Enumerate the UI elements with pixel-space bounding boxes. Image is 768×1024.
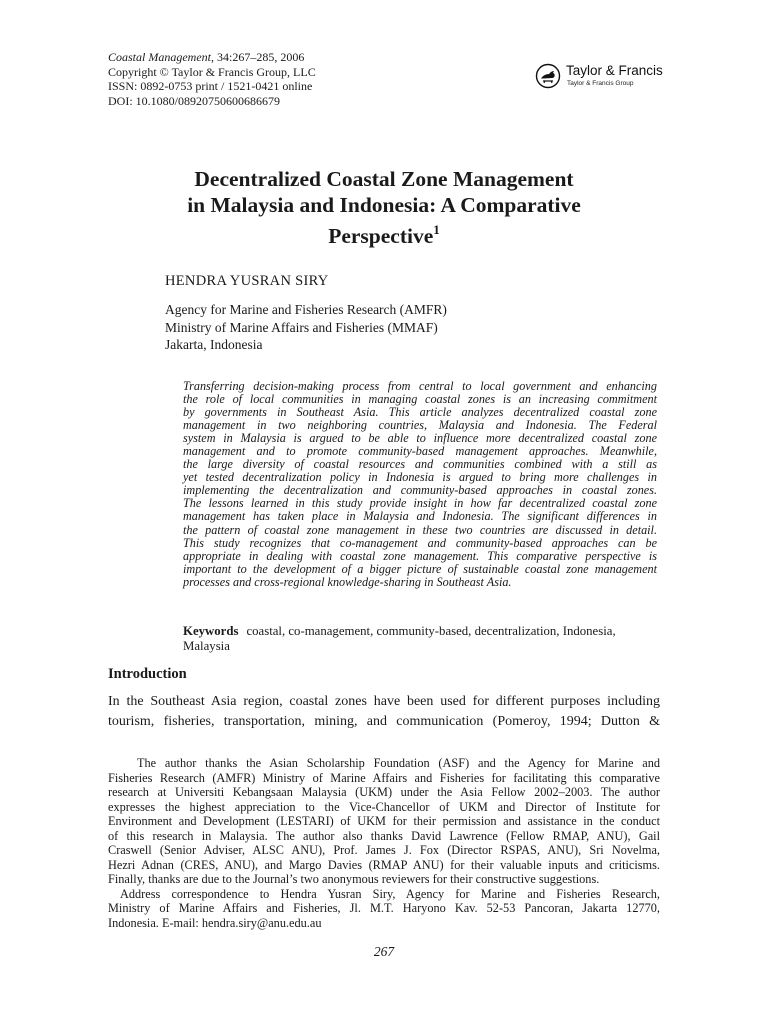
title-line: [108, 218, 660, 249]
keywords-list-continued: Malaysia: [183, 639, 230, 653]
keywords: [183, 624, 657, 654]
footnote-line: The author thanks the Asian Scholarship Foundation (ASF) and the Agency for Marine and: [137, 756, 660, 770]
footnote-line: Hezri Adnan (CRES, ANU), and Margo Davies (RMAP ANU) for their valuable inputs and criticisms.: [108, 857, 660, 872]
footnote-line: expresses the highest appreciation to the Vice-Chancellor of UKM and Director of Institute for: [108, 799, 660, 814]
footnote-line: Indonesia. E-mail: hendra.siry@anu.edu.au: [108, 915, 322, 930]
keywords-list: coastal, co-management, community-based, decentralization, Indonesia,: [246, 624, 616, 638]
abstract-line: by governments in Southeast Asia. This article analyzes decentralized coastal zone: [183, 405, 657, 420]
title-line: in Malaysia and Indonesia: A Comparative: [187, 193, 581, 217]
abstract-line: management and to promote community-based management approaches. Meanwhile,: [183, 444, 657, 459]
abstract-line: the pattern of coastal zone management in these two countries are discussed in detail.: [183, 522, 657, 537]
abstract-line: The lessons learned in this study provide insight in how far decentralized coastal zone: [183, 496, 657, 511]
abstract-line: important to the development of a bigger picture of sustainable coastal zone management: [183, 561, 657, 576]
introduction-paragraph: [108, 692, 660, 732]
footnote-line: research at Universiti Kebangsaan Malaysia (UKM) under the Asia Fellow 2002–2003. The author: [108, 785, 660, 799]
abstract-line: Transferring decision-making process from central to local government and enhancing: [183, 379, 657, 393]
footnote-line: Address correspondence to Hendra Yusran Siry, Agency for Marine and Fisheries Research,: [120, 886, 660, 901]
title-line-text: Perspective: [328, 224, 434, 249]
doi-line: DOI: 10.1080/08920750600686679: [108, 93, 280, 108]
footnote-line: Environment and Development (LESTARI) of UKM for their permission and assistance in the conduct: [108, 814, 660, 828]
title-footnote-marker: 1: [433, 222, 440, 237]
journal-name: Coastal Management: [108, 50, 211, 64]
abstract-line: yet tested decentralization policy in Indonesia is argued to bring more challenges in: [183, 470, 657, 485]
affiliation-line: Agency for Marine and Fisheries Research (AMFR): [165, 302, 447, 317]
abstract-line: processes and cross-regional knowledge-sharing in Southeast Asia.: [183, 574, 512, 589]
journal-citation: [108, 50, 468, 65]
publisher-logo-icon: [535, 63, 561, 89]
abstract-line: the role of local communities in managing coastal zones is an increasing commitment: [183, 392, 657, 407]
footnote-line: Ministry of Marine Affairs and Fisheries, Jl. M.T. Haryono Kav. 52-53 Pancoran, Jakarta 12770,: [108, 901, 660, 915]
abstract-line: This study recognizes that co-management and community-based approaches can be: [183, 535, 657, 550]
abstract-line: the large diversity of coastal resources and communities combined with a still as: [183, 457, 657, 472]
acknowledgement-footnote: [108, 756, 660, 930]
footnote-line: Finally, thanks are due to the Journal’s two anonymous reviewers for their constructive suggestions.: [108, 872, 600, 886]
keywords-label: Keywords: [183, 624, 239, 638]
abstract: [183, 380, 657, 589]
publisher-logo: [535, 60, 675, 92]
abstract-line: management in two neighboring countries, Malaysia and Indonesia. The Federal: [183, 418, 657, 433]
affiliation-line: Jakarta, Indonesia: [165, 337, 263, 352]
footnote-line: Fisheries Research (AMFR) Ministry of Marine Affairs and Fisheries for facilitating this comparative: [108, 770, 660, 785]
publisher-name: Taylor & Francis: [566, 63, 663, 78]
article-title: [108, 166, 660, 249]
footnote-line: Craswell (Senior Adviser, ALSC ANU), Prof. James J. Fox (Director RSPAS, ANU), Sri Novelma,: [108, 843, 660, 857]
title-line: Decentralized Coastal Zone Management: [194, 167, 574, 191]
journal-citation-block: [108, 50, 468, 108]
author-name: HENDRA YUSRAN SIRY: [165, 273, 329, 289]
copyright-line: Copyright © Taylor & Francis Group, LLC: [108, 64, 316, 79]
body-text-line: In the Southeast Asia region, coastal zones have been used for different purposes including: [108, 694, 660, 709]
footnote-line: of this research in Malaysia. The author also thanks David Lawrence (Fellow RMAP, ANU), Gail: [108, 828, 660, 843]
author-affiliation: [165, 301, 447, 354]
issn-line: ISSN: 0892-0753 print / 1521-0421 online: [108, 79, 313, 93]
abstract-line: system in Malaysia is argued to be able to influence more decentralized coastal zone: [183, 431, 657, 446]
affiliation-line: Ministry of Marine Affairs and Fisheries (MMAF): [165, 319, 438, 335]
page-number: 267: [373, 944, 395, 959]
abstract-line: management has taken place in Malaysia and Indonesia. The significant differences in: [183, 509, 657, 524]
body-text-line: tourism, fisheries, transportation, mining, and communication (Pomeroy, 1994; Dutton &: [108, 714, 660, 729]
section-heading-introduction: Introduction: [108, 666, 187, 682]
abstract-line: implementing the decentralization and community-based approaches in coastal zones.: [183, 483, 657, 498]
publisher-group: Taylor & Francis Group: [567, 80, 634, 87]
keywords-line: [183, 624, 657, 639]
citation-volume-pages: , 34:267–285, 2006: [211, 50, 305, 64]
abstract-line: appropriate in dealing with coastal zone management. This comparative perspective is: [183, 548, 657, 563]
